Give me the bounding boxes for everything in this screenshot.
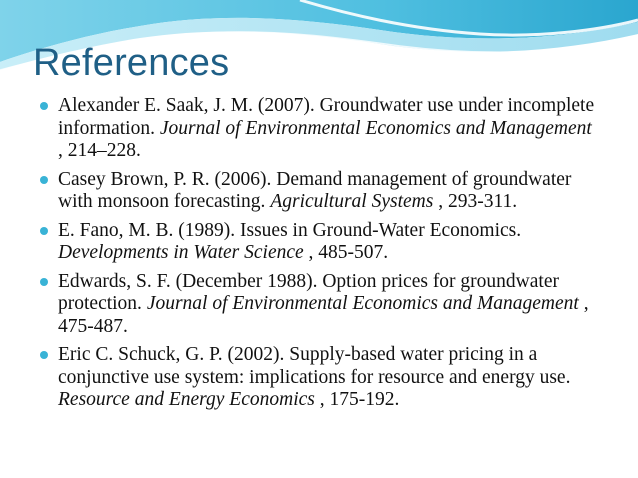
reference-pages: , 214–228. [58,140,141,161]
reference-journal: Resource and Energy Economics [58,389,315,410]
reference-text: Edwards, S. F. (December 1988). Option prices for groundwater protection. [58,270,559,314]
reference-journal: Journal of Environmental Economics and Management [159,117,592,139]
reference-item [40,169,600,214]
reference-pages: , 175-192. [314,389,400,410]
bullet-icon [40,227,48,235]
reference-pages: , 475-487. [58,293,589,337]
reference-pages: , 293-311. [433,191,518,212]
reference-text: Alexander E. Saak, J. M. (2007). Groundwater use under incomplete information. [58,95,595,139]
reference-journal: Developments in Water Science [58,242,304,263]
bullet-icon [40,102,48,110]
slide-title: References [33,42,230,84]
reference-item [40,220,600,265]
reference-text: E. Fano, M. B. (1989). Issues in Ground-Water Economics. [58,219,522,241]
reference-text: Casey Brown, P. R. (2006). Demand management of groundwater with monsoon forecasting. [58,168,572,212]
bullet-icon [40,278,48,286]
reference-item [40,271,600,339]
reference-pages: , 485-507. [303,242,389,263]
bullet-icon [40,351,48,359]
reference-item [40,344,600,412]
bullet-icon [40,176,48,184]
reference-list [40,95,600,418]
reference-item [40,95,600,163]
reference-journal: Journal of Environmental Economics and Management [146,293,579,314]
reference-journal: Agricultural Systems [270,191,434,212]
reference-text: Eric C. Schuck, G. P. (2002). Supply-based water pricing in a conjunctive use system: implications for resource and energy use. [58,344,571,388]
